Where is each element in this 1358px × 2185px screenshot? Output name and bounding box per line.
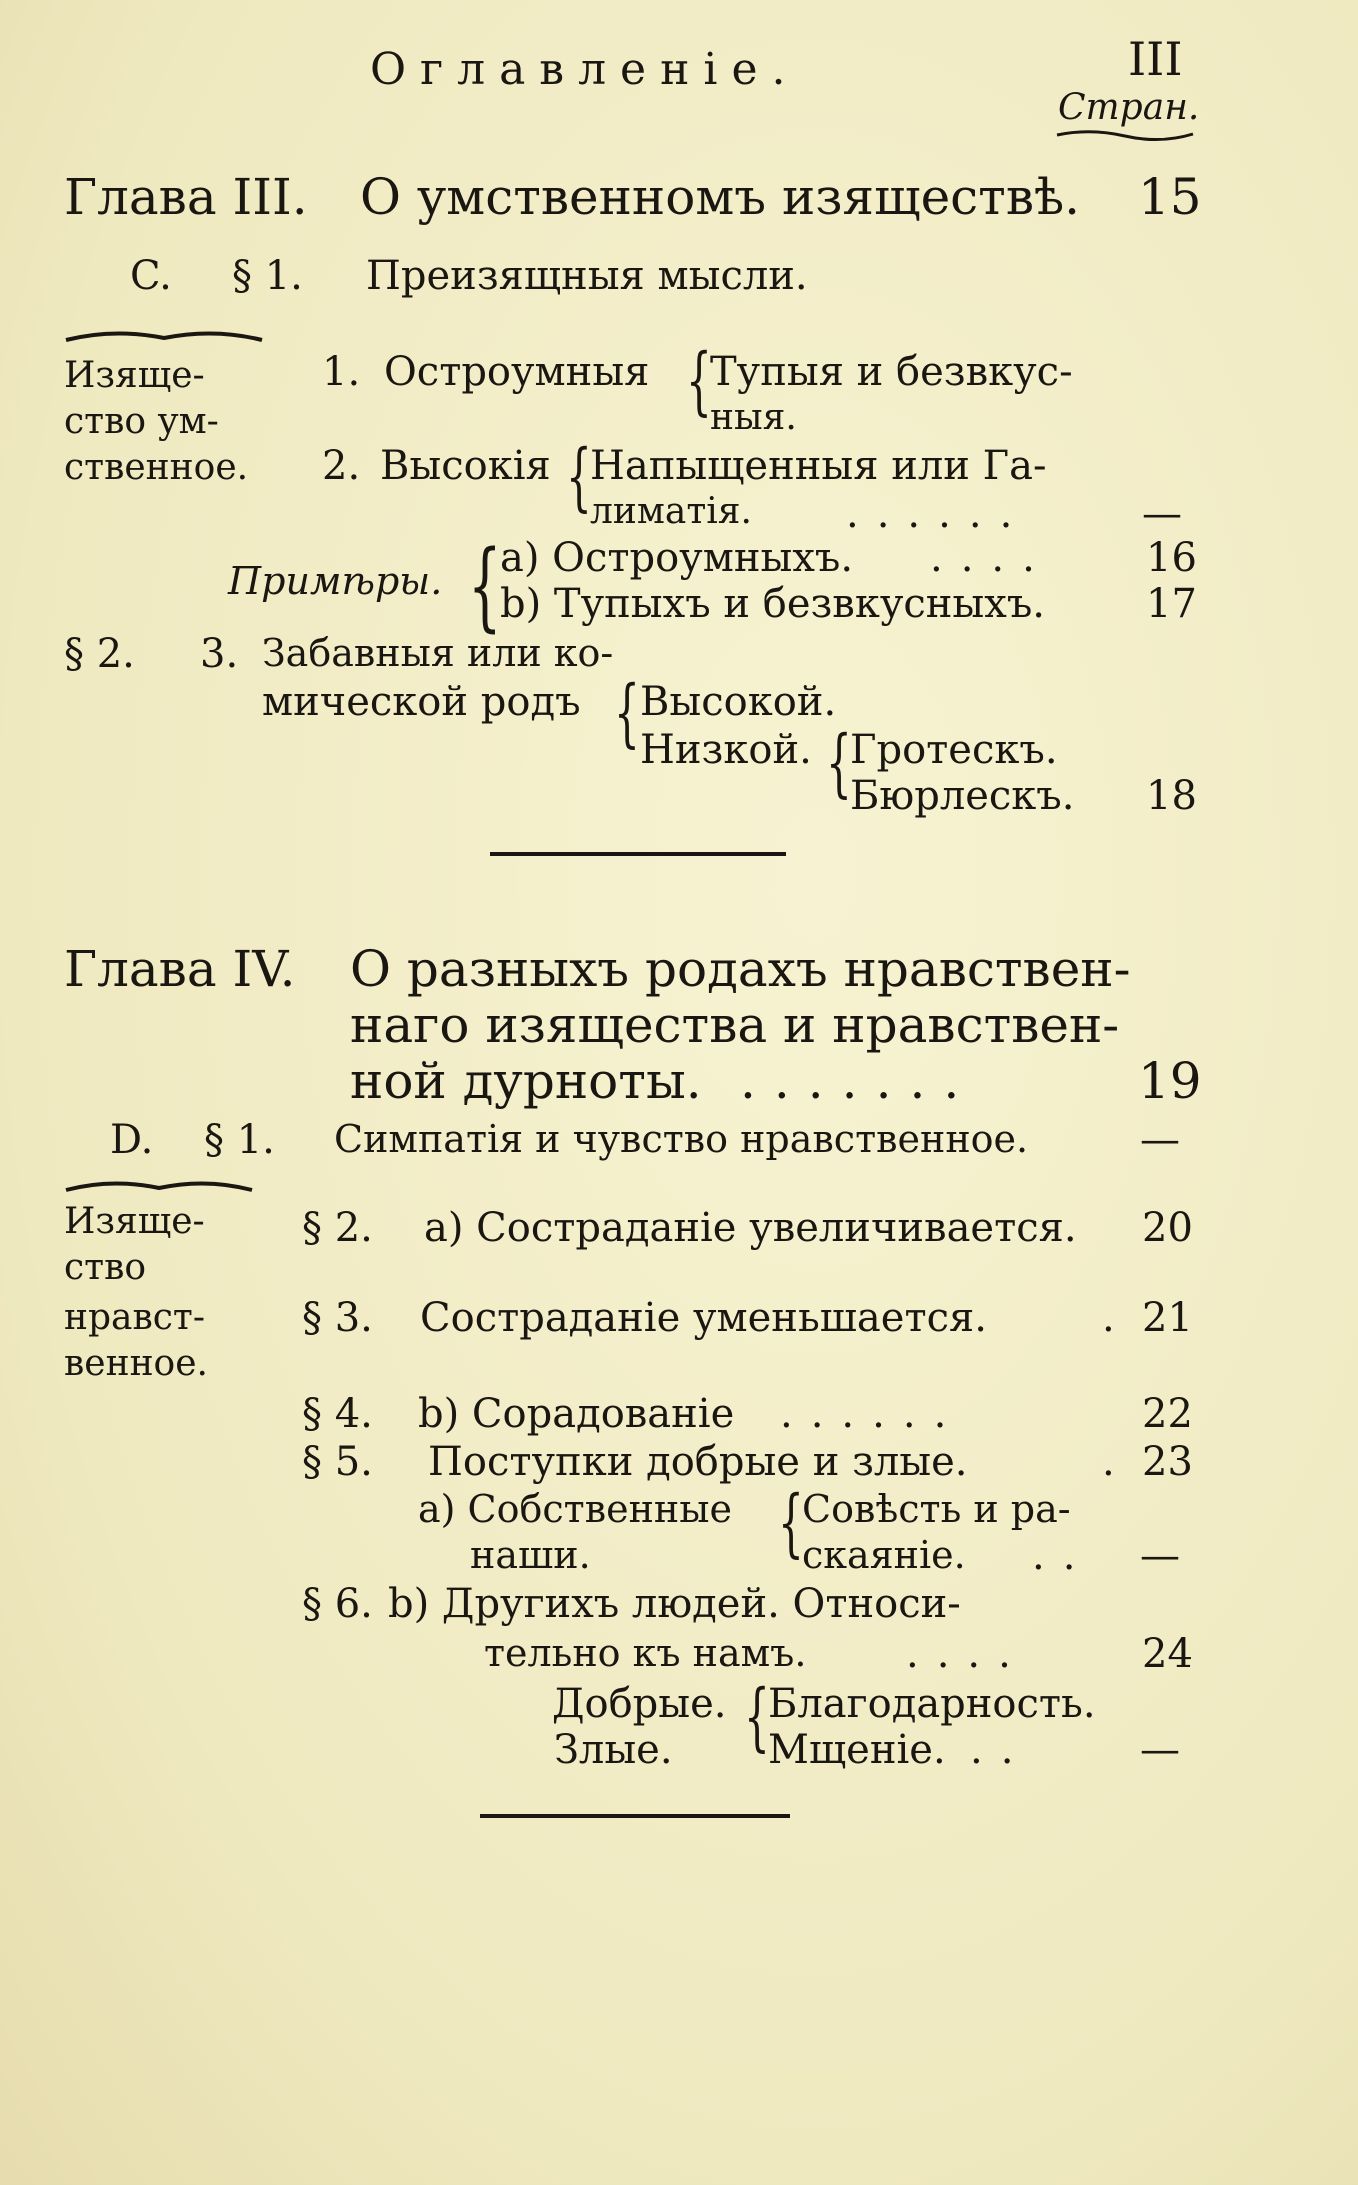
entry-label: Остроумныя xyxy=(384,349,650,395)
page-heading: Оглавленіе. xyxy=(370,44,800,95)
chapter-4-label: Глава IV. xyxy=(64,940,296,998)
section-c-title: Преизящныя мысли. xyxy=(366,253,808,299)
page-ref: 23 xyxy=(1142,1439,1193,1485)
brace: { xyxy=(468,530,502,642)
chapter-4-title-line: ной дурноты. xyxy=(350,1052,702,1110)
margin-note-line: Изяще- xyxy=(64,1201,205,1242)
page-ref: — xyxy=(1140,1727,1180,1773)
entry-subitem: Добрые. xyxy=(552,1681,727,1727)
entry-subitem: Напыщенныя или Га- xyxy=(590,443,1047,489)
page-ref: — xyxy=(1140,1533,1180,1579)
entry-subitem: скаяніе. xyxy=(802,1533,966,1577)
margin-note-line: венное. xyxy=(64,1343,208,1384)
paragraph-number: § 3. xyxy=(302,1295,373,1341)
margin-note-line: нравст- xyxy=(64,1297,206,1338)
entry-text: b) Другихъ людей. Относи- xyxy=(388,1581,961,1627)
entry-subitem: Гротескъ. xyxy=(850,727,1058,773)
leader-dots: .... xyxy=(906,1631,1029,1677)
section-d-title: Симпатія и чувство нравственное. xyxy=(334,1117,1029,1161)
section-d-paragraph: § 1. xyxy=(204,1117,275,1163)
brace: { xyxy=(614,670,640,756)
entry-text: Состраданіе уменьшается. xyxy=(420,1295,987,1341)
page-ref: 17 xyxy=(1146,581,1197,627)
example-item: a) Остроумныхъ. xyxy=(500,535,854,581)
ornament-flourish xyxy=(64,1176,254,1196)
page-ref: 22 xyxy=(1142,1391,1193,1437)
leader-dots: .... xyxy=(930,535,1053,581)
paragraph-number: § 2. xyxy=(64,631,135,677)
page-ref: — xyxy=(1142,491,1182,537)
brace: { xyxy=(744,1674,770,1760)
chapter-3-page: 15 xyxy=(1138,168,1202,226)
leader-dots: . xyxy=(1102,1439,1115,1485)
entry-label: Забавныя или ко- xyxy=(262,631,614,675)
chapter-4-title-line: О разныхъ родахъ нравствен- xyxy=(350,940,1131,998)
column-label-pages: Стран. xyxy=(1058,87,1200,128)
entry-subitem: Бюрлескъ. xyxy=(850,773,1075,819)
page-ref: 24 xyxy=(1142,1631,1193,1677)
entry-subitem: Злые. xyxy=(554,1727,673,1773)
entry-subitem: Тупыя и безвкус- xyxy=(710,349,1073,395)
examples-label: Примѣры. xyxy=(228,559,443,603)
example-item: b) Тупыхъ и безвкусныхъ. xyxy=(500,581,1045,627)
entry-subitem: наши. xyxy=(470,1533,591,1577)
entry-label: Высокія xyxy=(380,443,551,489)
margin-note-line: ственное. xyxy=(64,447,249,488)
entry-number: 1. xyxy=(322,349,361,395)
leader-dots: .. xyxy=(970,1727,1032,1773)
section-c-paragraph: § 1. xyxy=(232,253,303,299)
chapter-3-title: О умственномъ изяществѣ. xyxy=(360,168,1081,226)
section-c-letter: C. xyxy=(130,253,172,299)
entry-text: тельно къ намъ. xyxy=(484,1631,807,1675)
entry-subitem: ныя. xyxy=(710,397,797,438)
leader-dots: ...... xyxy=(846,491,1031,537)
entry-subitem: Совѣсть и ра- xyxy=(802,1487,1071,1531)
page-ref: 16 xyxy=(1146,535,1197,581)
ornament-flourish xyxy=(1055,126,1195,144)
entry-subitem: a) Собственные xyxy=(418,1487,732,1531)
page-ref: 20 xyxy=(1142,1205,1193,1251)
entry-subitem: Высокой. xyxy=(640,679,837,725)
paragraph-number: § 2. xyxy=(302,1205,373,1251)
paragraph-number: § 6. xyxy=(302,1581,373,1627)
page-ref: — xyxy=(1140,1117,1180,1163)
section-rule xyxy=(480,1814,790,1818)
entry-number: 3. xyxy=(200,631,239,677)
ornament-flourish xyxy=(64,326,264,346)
page-ref: 18 xyxy=(1146,773,1197,819)
leader-dots: ...... xyxy=(780,1391,965,1437)
section-rule xyxy=(490,852,786,856)
chapter-4-title-line: наго изящества и нравствен- xyxy=(350,996,1120,1054)
leader-dots: . xyxy=(1102,1295,1115,1341)
chapter-4-page: 19 xyxy=(1138,1052,1202,1110)
entry-text: Поступки добрые и злые. xyxy=(428,1439,968,1485)
entry-subitem: Низкой. xyxy=(640,727,812,773)
paragraph-number: § 4. xyxy=(302,1391,373,1437)
leader-dots: .. xyxy=(1032,1533,1094,1579)
page-ref: 21 xyxy=(1142,1295,1193,1341)
margin-note-line: ство ум- xyxy=(64,401,219,442)
paragraph-number: § 5. xyxy=(302,1439,373,1485)
brace: { xyxy=(778,1480,804,1566)
entry-label: мической родъ xyxy=(262,679,581,725)
section-d-letter: D. xyxy=(110,1117,154,1163)
brace: { xyxy=(826,720,852,806)
entry-text: a) Состраданіе увеличивается. xyxy=(424,1205,1077,1251)
margin-note-line: ство xyxy=(64,1247,147,1288)
entry-number: 2. xyxy=(322,443,361,489)
chapter-3-label: Глава III. xyxy=(64,168,308,226)
page-number-roman: III xyxy=(1128,32,1183,86)
brace: { xyxy=(686,338,712,424)
entry-text: b) Сорадованіе xyxy=(418,1391,735,1437)
margin-note-line: Изяще- xyxy=(64,355,205,396)
brace: { xyxy=(566,434,592,520)
entry-subitem: лиматія. xyxy=(590,491,752,532)
leader-dots: ....... xyxy=(740,1052,978,1110)
entry-subitem: Благодарность. xyxy=(768,1681,1096,1727)
entry-subitem: Мщеніе. xyxy=(768,1727,946,1773)
